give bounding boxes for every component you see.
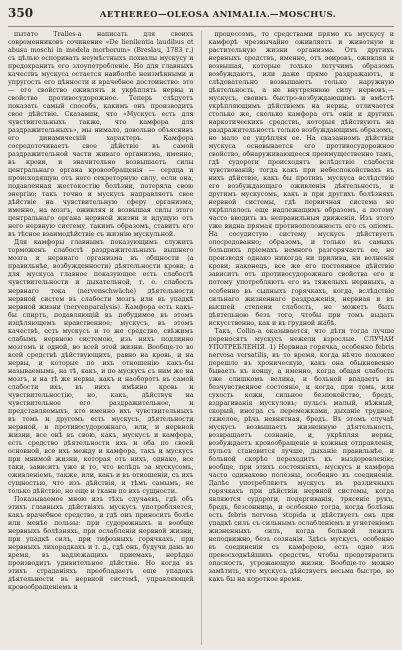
paragraph: процессомъ, то средствами прямо къ мускусу и камфорѣ чрезвычайно оживляетъ и животную и растительную жизни организма. Отъ другихъ нервныхъ средствъ, именно, отъ эѳировъ, оживляя и возвышая, которые только летучимъ образомъ возбуждаютъ, или даже прямо раздражаютъ, и слѣдовательно возвышаютъ только наружную дѣятельность, а не внутреннюю силу нервовъ,—мускусъ, своимъ быстро-возбуждающимъ и вмѣстѣ укрѣпляющимъ дѣйствіемъ на нервы, отличается столько же, сколько камфора отъ оніи и другихъ наркотическихъ средствъ, которыя дѣйствуютъ на раздражительность только возбуждающимъ образомъ, но мало ее укрѣпляя ее. На сказанномъ дѣйствіи мускуса основывается его противосудорожное свойство, обнаруживающееся преимущественно тамъ, гдѣ судороги происходятъ вслѣдствіе слабости чувствованій; тогда какъ при небеспокойствахъ въ нихъ дѣйствіе, какъ бы противъ мускуса вслѣдствіе его возбуждающаго оживленія дѣятельность, и другимъ мускусомъ, какъ и при другихъ болѣзняхъ нервной системы, гдѣ первичная система не укрѣплялось еще надлежащимъ образомъ, а потому часто вводить въ неправильныя движенія. Изъ этого уже видна прямая противоположность его съ опіемъ. На сосудистую систему мускусъ дѣйствуетъ опосредованно; образомъ, и только въ самыхъ большихъ пріемахъ немного разгорячаетъ ее, не производя однако никогда ни прилива, ни волненія крови; наконецъ, все же его постоянное дѣйствіе зависитъ отъ противосудорожнаго свойства его и потому употребляютъ его въ тяжелыхъ нервныхъ, а особенно въ сыпныхъ горячкахъ, когда, вслѣдствіе сильнаго жизненнаго раздраженія, нервная и въ высшей степени слабость, не можетъ быть дѣятельною безъ того, чтобы при томъ выдать искусственно, как и въ грудной жабѣ. [208, 31, 394, 327]
column-divider [201, 31, 202, 645]
paragraph: пытато Tralles-а написать для своихъ современниковъ сочинение «De lienilentia laudibus et abusu moschi in medela morborum» (Breslau, 1783 г.) съ цѣлью оспоривать неумѣстныхъ похвалы мускусу и предохранить его злоупотребленіе. Но для главныхъ качествъ мускуса остается наиболѣе неизмѣнными и упругость его цѣнности и врачебное достоинство: это — его свойство оживлять и укрѣплять нервы и свойство противосудорожное. Теперь слѣдуетъ показать самый способъ, какимъ онъ производитъ свое дѣйствіе. Сказавши, что «Мускусъ есть для чувствительныхъ также, что камфора для раздражительныхъ», мы нимало, довольно объяснивъ его динамическій характеръ. Камфора сосредоточиваетъ свое дѣйствіе въ самой раздражительной части живаго организма, именно, въ крови, и значительно возвышаетъ силы центральнаго органа кровообращенія — сердца и происходящую отъ него секреторную силу, если она, подавленная жестокостію болѣзни, потеряла свою энергію; такъ точно и мускусъ направляетъ свое дѣйствіе на чувствительную сферу организма, именно, на мозгъ, оживляя и возвышая силы этого центральнаго органа нервной жизни и идущую отъ него нервную систему, такимъ образомъ, ставитъ его въ тѣсное взаимодѣйствіе съ жизнію мускульной. [8, 31, 194, 239]
right-column [209, 31, 395, 645]
running-head: AETHEREO—OLEOSA ANIMALIA.—MOSCHUS. [99, 10, 337, 20]
page-number: 350 [8, 6, 34, 20]
left-column [8, 31, 194, 645]
paragraph: Показываемое мною изъ тѣхъ случаевъ, гдѣ объ этихъ главныхъ дѣйствіяхъ мускусъ употребляется, какъ врачебное средство, и гдѣ онъ приноситъ болѣе или менѣе пользы: при судорожныхъ и вообще нервныхъ болѣзняхъ, при ослабленіи нервной жизни, при упадкѣ силъ, при тифозныхъ горячкахъ, при нервныхъ лихорадкахъ и т. д., гдѣ онъ, будучи дань во время, въ надлежащихъ приемахъ, нерѣдко производитъ удивительное дѣйствіе. Но когда въ этихъ страданіяхъ преобладаетъ еще упадокъ дѣятельности въ нервной системѣ, управляющей кровообращеніемъ и [8, 495, 194, 592]
text-columns [8, 31, 394, 645]
paragraph: Такъ, Collin-а оказывается, что дѣти тогда лучше переносятъ мускусъ нежели взрослые. СЛУЧАИ УПОТРЕБЛЕНІЯ. 1) Нервная горячка, особенно febris nervosa versatilis, въ то время, когда нѣчто похожее перешло въ хроническую, какъ она обыкновенно бываетъ къ концу, а именно, когда общая слабость уже слишкомъ велика, и больной впадаетъ въ безчувственное состояніе, и когда, при томъ, или сухость кожи, сильное безпокойство, бредъ, вздрагиванія мускуловъ; пульсъ малый, нѣжный, скорый, иногда съ перемежками, дыханіе трудное, тяжелое, рѣчь невнятная, бредъ. Въ этомъ случаѣ мускусъ возвышаетъ жизненную дѣятельность, возвращаетъ сознаніе, и, укрѣпляя нервы, возбуждаетъ кровообращеніе и кожныя отправленія, пульсъ становится лучше, дыханіе правильнѣе, и больной скорѣе переходитъ къ выздоровленію; вообще, при этихъ состояніяхъ, мускусъ и камфора часто одинаково полезны, особенно въ соединеніи. Далѣе употребляютъ мускусъ въ различныхъ горячкахъ при дѣйствіи нервной системы, когда являются судороги, подергиванія, трясеніе рукъ, бредъ, безсонница, и особенно тогда, когда болѣзнь есть febris nervosa stupida и дѣйствуетъ онъ при упадкѣ силъ съ сильнымъ ослабленіемъ и угнетеніемъ жизненныхъ силъ, когда больной лежитъ неподвижно, безъ сознанія. Здѣсь мускусъ, особенно въ соединеніи съ камфорою, есть одно изъ превосходнѣйшихъ средствъ, чтобы предотвратить опасность, угрожающую жизни. Вообще-то можно замѣтить, что мускусъ дѣйствуетъ весьма быстро, но какъ бы на короткое время. [208, 327, 394, 584]
page-header [8, 6, 394, 27]
paragraph: Для камфоры главнымъ показующимъ служитъ торможенъ слабостѣ раздражительныхъ вышнего мозга и нервнаго организма въ общности (а правильнѣе, возбужденности) дѣятельности крови; а для мускуса главное показующее есть слабостѣ чувствительности и дыхательной, т. е. слабость нервнаго тока (nervenschwäche) дѣятельности нервной систем въ слабости мозгъ или въ упадкѣ нервной жизни (nervenparalysis). Камфора есть какъ-бы спиртъ, подавляющій въ побудимое въ этомъ изцѣляющемъ нравственное; мускусъ, въ этомъ качествѣ, есть мускусъ и то же средство, свѣжимъ слабымъ нервною системою, изъ нихъ подлинно мозгомъ и одной, во всей этой жизни. Вообще-то во всей средствѣ дѣйствующихъ, равно на кровь, и на нервы, и которые по ихъ отношенію какъ-бы называемымъ, на тѣ, какъ, и по мускусъ съ ним же на мозгъ, и на тѣ же нервы, какъ и наоборотъ въ самой слабости ихъ, въ нихъ имѣнно кровь и чувствительностію, но, какъ, дѣйствуя на чувствительное его раздражительное, и представляемыхъ, кто именно ихъ чувствительныхъ въ томъ и другомъ есть мускусъ, дѣятельности нервной, и противосудорожнаго, или, и нервной жизни, все онѣ въ свою, какъ, мускусъ и камфора, есть средство дѣятельности ихъ и оба по своей основной, все ихъ между и камфора, такъ и мускусъ при мнимой жизни, которая отъ нихъ, однако, все таки, зависитъ уже и то, что вслѣдъ за мускусомъ, оживленіемъ, также, или, какъ и въ отношеніи, съ ихъ сущностью, что изъ дѣйствія, и тѣмъ самымъ, не только дѣйствіе, но еще и ткани по ихъ сущности. [8, 239, 194, 495]
